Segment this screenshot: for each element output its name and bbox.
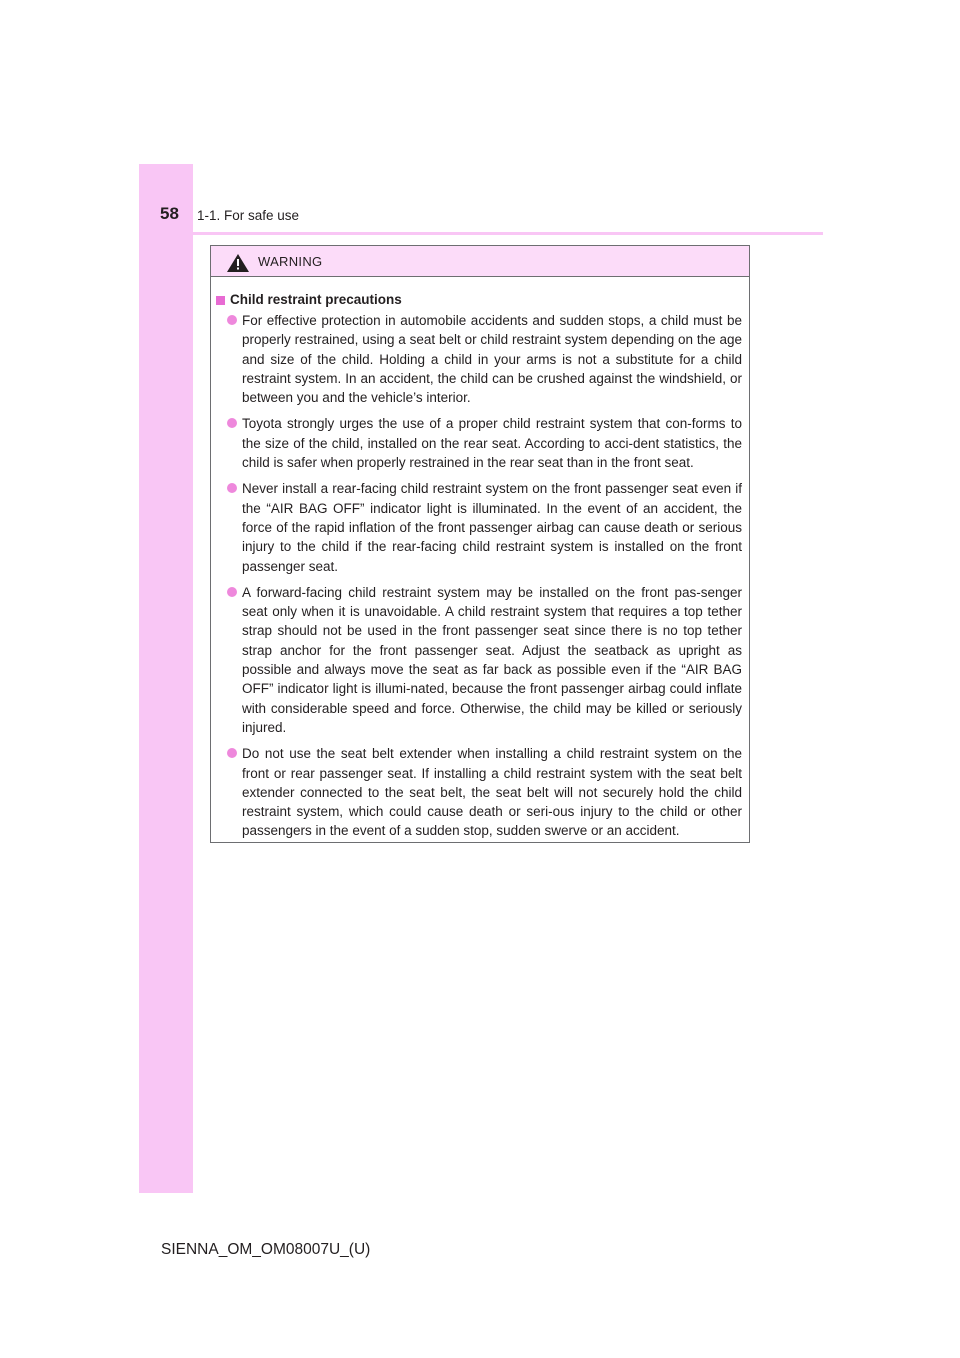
list-item-text: A forward-facing child restraint system may be installed on the front pas-senger seat only when it is unavoidable. A child restraint system that requires a top tether strap should not be used in the front passenger seat since there is no top tether strap anchor for the front passenger seat. Adjust the seatback as upright as possible and always move the seat as far back as possible even if the “AIR BAG OFF” indicator light is illumi-nated, because the front passenger airbag could inflate with considerable speed and force. Otherwise, the child may be killed or seriously injured. [242, 584, 742, 735]
precaution-heading [216, 291, 742, 309]
section-title: 1-1. For safe use [197, 208, 300, 223]
list-item [216, 744, 742, 840]
side-tab-strip [139, 164, 193, 1193]
warning-box [210, 245, 750, 843]
list-item-text: Never install a rear-facing child restraint system on the front passenger seat even if the “AIR BAG OFF” indicator light is illuminated. In the event of an accident, the force of the rapid inflation of the front passenger airbag can cause death or serious injury to the child if the rear-facing child restraint system is installed on the front passenger seat. [242, 481, 742, 574]
list-item-text: For effective protection in automobile accidents and sudden stops, a child must be properly restrained, using a seat belt or child restraint system depending on the age and size of the child. Holding a child in your arms is not a substitute for a child restraint system. In an accident, the child can be crushed against the windshield, or between you and the vehicle’s interior. [242, 313, 742, 406]
page-number: 58 [160, 204, 179, 223]
bullet-dot-icon [227, 748, 237, 758]
bullet-dot-icon [227, 315, 237, 325]
bullet-dot-icon [227, 418, 237, 428]
header-rule [193, 232, 823, 235]
warning-label: WARNING [258, 254, 323, 269]
list-item [216, 479, 742, 575]
list-item-text: Do not use the seat belt extender when installing a child restraint system on the front or rear passenger seat. If installing a child restraint system with the seat belt extender connected to the seat belt, the seat belt will not securely hold the child restraint system, which could cause death or seri-ous injury to the child or other passengers in the event of a sudden stop, sudden swerve or an accident. [242, 746, 742, 839]
list-item [216, 414, 742, 472]
warning-header [211, 246, 749, 277]
square-bullet-icon [216, 296, 225, 305]
document-code: SIENNA_OM_OM08007U_(U) [161, 1241, 371, 1258]
warning-body [211, 277, 749, 841]
bullet-dot-icon [227, 587, 237, 597]
bullet-dot-icon [227, 483, 237, 493]
list-item [216, 583, 742, 737]
precaution-heading-text: Child restraint precautions [230, 292, 402, 307]
warning-triangle-icon [227, 254, 249, 272]
list-item-text: Toyota strongly urges the use of a proper child restraint system that con-forms to the size of the child, installed on the rear seat. According to acci-dent statistics, the child is safer when properly restrained in the rear seat than in the front seat. [242, 416, 742, 471]
list-item [216, 311, 742, 407]
precaution-list [216, 311, 742, 841]
